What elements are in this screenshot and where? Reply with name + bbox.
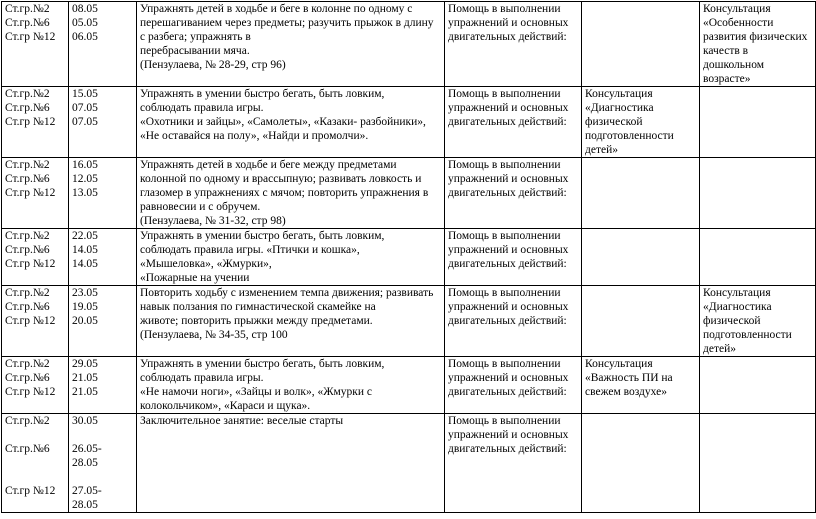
cell-line: Консультация [585, 88, 653, 100]
cell-line: Консультация [703, 3, 771, 15]
cell-line: упражнений и основных [448, 173, 569, 185]
consultation-cell [582, 357, 700, 414]
cell-line: Ст.гр.№2 [5, 415, 50, 427]
blank-line [5, 428, 65, 442]
cell-line: Консультация [703, 287, 771, 299]
consultation-cell-2 [700, 2, 816, 87]
cell-line: качеств в [703, 45, 749, 57]
cell-line: перебрасывании мяча. [140, 45, 250, 57]
cell-line: детей» [703, 343, 736, 355]
consultation-cell [582, 87, 700, 158]
cell-line: Ст.гр №12 [5, 187, 56, 199]
dates-cell [69, 87, 137, 158]
content-cell [137, 158, 445, 229]
cell-line: 15.05 [72, 88, 98, 100]
cell-line: 05.05 [72, 17, 98, 29]
cell-line: 19.05 [72, 301, 98, 313]
cell-line: подготовленности [585, 130, 674, 142]
cell-line: 13.05 [72, 187, 98, 199]
cell-line: упражнений и основных [448, 17, 569, 29]
cell-line: (Пензулаева, № 31-32, стр 98) [140, 215, 286, 227]
cell-line: упражнений и основных [448, 429, 569, 441]
cell-line: «Не намочи ноги», «Зайцы и волк», «Жмурки с [140, 386, 372, 398]
cell-line: Ст.гр.№6 [5, 372, 50, 384]
cell-line: 28.05 [72, 457, 98, 469]
consultation-cell [582, 414, 700, 513]
cell-line: двигательных действий: [448, 258, 567, 270]
cell-line: Повторить ходьбу с изменением темпа движения; развивать [140, 287, 434, 299]
blank-line [5, 470, 65, 484]
cell-line: Ст.гр.№2 [5, 159, 50, 171]
cell-line: «Важность ПИ на [585, 372, 673, 384]
cell-line: Помощь в выполнении [448, 358, 561, 370]
content-cell [137, 286, 445, 357]
content-cell [137, 414, 445, 513]
cell-line: 29.05 [72, 358, 98, 370]
cell-line: 16.05 [72, 159, 98, 171]
content-cell [137, 2, 445, 87]
cell-line: Ст.гр.№6 [5, 102, 50, 114]
cell-line: 07.05 [72, 116, 98, 128]
dates-cell [69, 229, 137, 286]
cell-line: Упражнять в умении быстро бегать, быть ловким, [140, 88, 385, 100]
cell-line: Ст.гр №12 [5, 258, 56, 270]
cell-line: Ст.гр №12 [5, 485, 56, 497]
help-cell [445, 357, 582, 414]
dates-cell [69, 158, 137, 229]
groups-cell [2, 286, 69, 357]
consultation-cell [582, 229, 700, 286]
help-cell [445, 286, 582, 357]
cell-line: равновесии и с обручем. [140, 201, 261, 213]
cell-line: Ст.гр.№6 [5, 17, 50, 29]
cell-line: Ст.гр №12 [5, 31, 56, 43]
cell-line: свежем воздухе» [585, 386, 667, 398]
cell-line: 08.05 [72, 3, 98, 15]
content-cell [137, 357, 445, 414]
consultation-cell-2 [700, 229, 816, 286]
dates-cell [69, 286, 137, 357]
table-row [2, 414, 816, 513]
cell-line: 21.05 [72, 372, 98, 384]
cell-line: Ст.гр №12 [5, 116, 56, 128]
cell-line: 27.05- [72, 485, 102, 497]
cell-line: двигательных действий: [448, 386, 567, 398]
cell-line: физической [703, 315, 761, 327]
cell-line: 07.05 [72, 102, 98, 114]
cell-line: (Пензулаева, № 34-35, стр 100 [140, 329, 288, 341]
consultation-cell-2 [700, 414, 816, 513]
cell-line: 06.05 [72, 31, 98, 43]
cell-line: «Пожарные на учении [140, 272, 250, 284]
cell-line: животе; повторить прыжки между предметами. [140, 315, 373, 327]
consultation-cell-2 [700, 286, 816, 357]
cell-line: 28.05 [72, 499, 98, 511]
dates-cell [69, 357, 137, 414]
cell-line: двигательных действий: [448, 315, 567, 327]
cell-line: Ст.гр №12 [5, 315, 56, 327]
consultation-cell [582, 286, 700, 357]
cell-line: перешагиванием через предметы; разучить прыжок в длину [140, 17, 434, 29]
cell-line: «Мышеловка», «Жмурки», [140, 258, 272, 270]
help-cell [445, 87, 582, 158]
cell-line: Упражнять в умении быстро бегать, быть ловким, [140, 358, 385, 370]
cell-line: Помощь в выполнении [448, 3, 561, 15]
cell-line: возрасте» [703, 73, 751, 85]
cell-line: Ст.гр.№6 [5, 173, 50, 185]
cell-line: «Диагностика [703, 301, 772, 313]
cell-line: колонной по одному и врассыпную; развивать ловкость и [140, 173, 422, 185]
cell-line: двигательных действий: [448, 443, 567, 455]
cell-line: Упражнять детей в ходьбе и беге между предметами [140, 159, 397, 171]
cell-line: Помощь в выполнении [448, 88, 561, 100]
table-row [2, 286, 816, 357]
cell-line: двигательных действий: [448, 116, 567, 128]
help-cell [445, 414, 582, 513]
content-cell [137, 229, 445, 286]
cell-line: физической [585, 116, 643, 128]
cell-line: Помощь в выполнении [448, 230, 561, 242]
cell-line: «Охотники и зайцы», «Самолеты», «Казаки- разбойники», [140, 116, 426, 128]
cell-line: соблюдать правила игры. [140, 372, 264, 384]
cell-line: Ст.гр.№2 [5, 358, 50, 370]
cell-line: 30.05 [72, 415, 98, 427]
dates-cell [69, 414, 137, 513]
table-row [2, 158, 816, 229]
cell-line: упражнений и основных [448, 102, 569, 114]
consultation-cell [582, 158, 700, 229]
cell-line: с разбега; упражнять в [140, 31, 251, 43]
cell-line: Ст.гр.№6 [5, 301, 50, 313]
cell-line: Ст.гр.№2 [5, 3, 50, 15]
cell-line: Ст.гр.№2 [5, 88, 50, 100]
groups-cell [2, 414, 69, 513]
cell-line: развития физических [703, 31, 808, 43]
cell-line: «Не оставайся на полу», «Найди и промолчи». [140, 130, 369, 142]
dates-cell [69, 2, 137, 87]
blank-line [72, 470, 133, 484]
cell-line: Консультация [585, 358, 653, 370]
cell-line: Ст.гр.№6 [5, 443, 50, 455]
cell-line: дошкольном [703, 59, 765, 71]
plan-table [1, 1, 816, 513]
cell-line: 22.05 [72, 230, 98, 242]
groups-cell [2, 229, 69, 286]
consultation-cell-2 [700, 158, 816, 229]
cell-line: «Особенности [703, 17, 774, 29]
cell-line: Упражнять в умении быстро бегать, быть ловким, [140, 230, 385, 242]
content-cell [137, 87, 445, 158]
help-cell [445, 2, 582, 87]
cell-line: Ст.гр №12 [5, 386, 56, 398]
cell-line: детей» [585, 144, 618, 156]
cell-line: 12.05 [72, 173, 98, 185]
cell-line: «Диагностика [585, 102, 654, 114]
cell-line: Помощь в выполнении [448, 159, 561, 171]
cell-line: соблюдать правила игры. [140, 102, 264, 114]
blank-line [5, 456, 65, 470]
consultation-cell [582, 2, 700, 87]
help-cell [445, 229, 582, 286]
consultation-cell-2 [700, 87, 816, 158]
table-row [2, 357, 816, 414]
cell-line: 14.05 [72, 244, 98, 256]
help-cell [445, 158, 582, 229]
cell-line: Помощь в выполнении [448, 287, 561, 299]
cell-line: двигательных действий: [448, 187, 567, 199]
table-row [2, 87, 816, 158]
cell-line: колокольчиком», «Караси и щука». [140, 400, 311, 412]
cell-line: навык ползания по гимнастической скамейке на [140, 301, 376, 313]
cell-line: упражнений и основных [448, 244, 569, 256]
consultation-cell-2 [700, 357, 816, 414]
cell-line: Помощь в выполнении [448, 415, 561, 427]
groups-cell [2, 87, 69, 158]
cell-line: 23.05 [72, 287, 98, 299]
cell-line: (Пензулаева, № 28-29, стр 96) [140, 59, 286, 71]
cell-line: глазомер в упражнениях с мячом; повторить упражнения в [140, 187, 429, 199]
cell-line: Заключительное занятие: веселые старты [140, 415, 344, 427]
cell-line: упражнений и основных [448, 301, 569, 313]
table-row [2, 2, 816, 87]
blank-line [72, 428, 133, 442]
cell-line: 20.05 [72, 315, 98, 327]
cell-line: Ст.гр.№6 [5, 244, 50, 256]
groups-cell [2, 2, 69, 87]
groups-cell [2, 158, 69, 229]
cell-line: 21.05 [72, 386, 98, 398]
cell-line: соблюдать правила игры. «Птички и кошка», [140, 244, 360, 256]
cell-line: Ст.гр.№2 [5, 230, 50, 242]
cell-line: Ст.гр.№2 [5, 287, 50, 299]
cell-line: упражнений и основных [448, 372, 569, 384]
cell-line: Упражнять детей в ходьбе и беге в колонне по одному с [140, 3, 413, 15]
groups-cell [2, 357, 69, 414]
cell-line: подготовленности [703, 329, 792, 341]
table-row [2, 229, 816, 286]
cell-line: 14.05 [72, 258, 98, 270]
cell-line: 26.05- [72, 443, 102, 455]
cell-line: двигательных действий: [448, 31, 567, 43]
